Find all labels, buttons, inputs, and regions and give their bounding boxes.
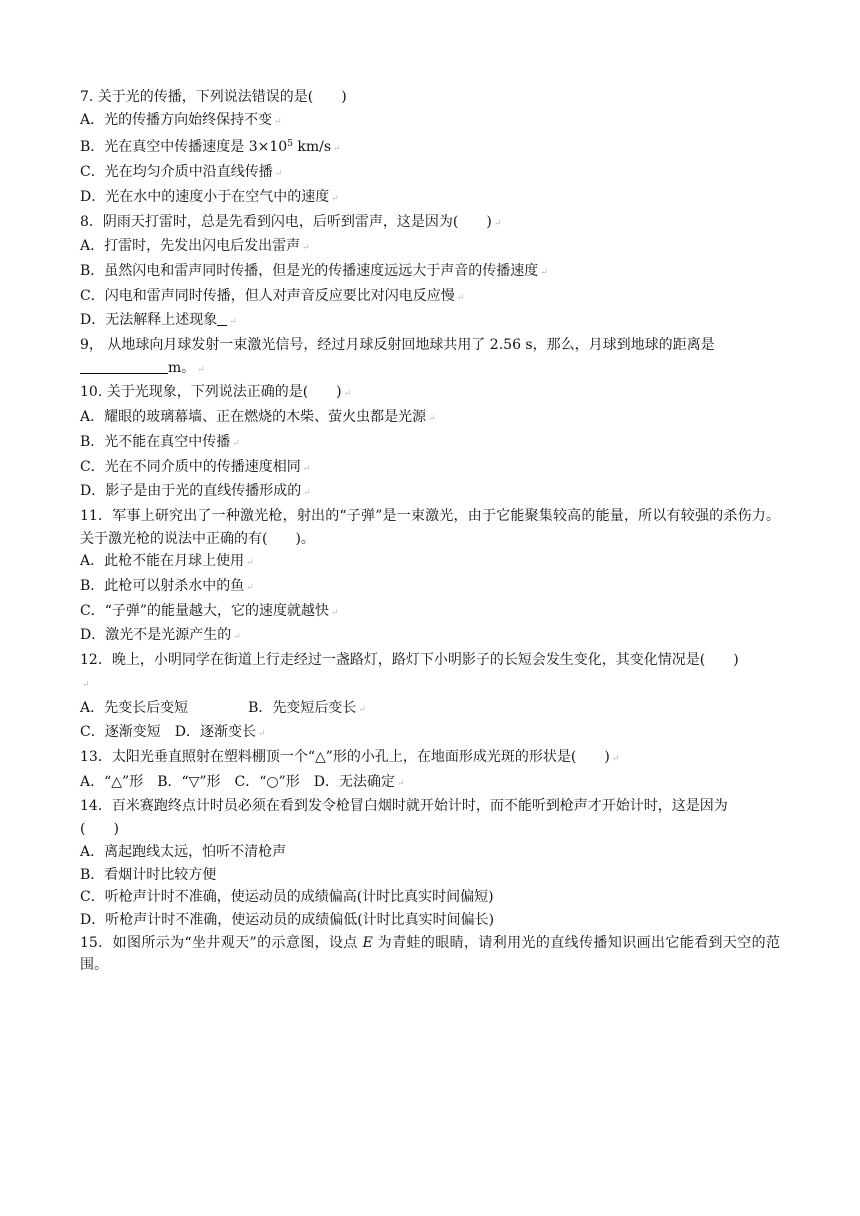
- q8-stem: [80, 211, 780, 236]
- paragraph-mark-icon: ↵: [333, 144, 341, 155]
- q12-option-d-text: D．逐渐变长: [174, 724, 256, 741]
- paragraph-mark-icon: ↵: [246, 558, 254, 569]
- q12-paragraph-mark: [80, 672, 780, 697]
- q14-option-d: D．听枪声计时不准确，使运动员的成绩偏低(计时比真实时间偏长): [80, 911, 495, 928]
- q7-stem: 7. 关于光的传播，下列说法错误的是( ): [80, 89, 347, 105]
- paragraph-mark-icon: ↵: [358, 704, 366, 715]
- q14-stem: 14．百米赛跑终点计时员必须在看到发令枪冒白烟时就开始计时，而不能听到枪声才开始计时，这是因为: [80, 798, 728, 815]
- q10-option-d-text: D．影子是由于光的直线传播形成的: [80, 483, 302, 500]
- paragraph-mark-icon: ↵: [397, 778, 405, 789]
- q10-stem-text: 10. 关于光现象，下列说法正确的是( ): [80, 384, 342, 401]
- q7-option-b-exponent: 5: [287, 139, 293, 150]
- q13-stem: [80, 746, 780, 771]
- q7-option-a: [80, 109, 780, 134]
- q8-option-a: [80, 235, 780, 260]
- q9-answer-line: [80, 357, 780, 382]
- paragraph-mark-icon: ↵: [302, 463, 311, 474]
- paragraph-mark-icon: ↵: [303, 488, 311, 499]
- q12-option-b-text: B．先变短后变长: [248, 699, 357, 716]
- paragraph-mark-icon: ↵: [343, 389, 352, 400]
- q12-stem: 12．晚上，小明同学在街道上行走经过一盏路灯，路灯下小明影子的长短会发生变化，其变化情况是( ): [80, 652, 739, 669]
- q11-option-c-text: C．“子弹”的能量越大，它的速度就越快: [80, 602, 330, 619]
- q7-option-b-unit: km/s: [292, 139, 332, 156]
- q15-point-label: E: [362, 934, 373, 951]
- paragraph-mark-icon: ↵: [232, 438, 240, 449]
- q9-unit: m。: [168, 359, 196, 376]
- q13-options: [80, 771, 780, 796]
- paragraph-mark-icon: ↵: [274, 116, 282, 127]
- q7-option-d-text: D．光在水中的速度小于在空气中的速度: [80, 188, 330, 205]
- q14-option-c: C．听枪声计时不准确，使运动员的成绩偏高(计时比真实时间偏短): [80, 889, 494, 906]
- q10-option-b-text: B．光不能在真空中传播: [80, 433, 231, 450]
- q10-option-c: [80, 456, 780, 481]
- paragraph-mark-icon: ↵: [257, 729, 266, 740]
- q14-option-b: B．看烟计时比较方便: [80, 866, 217, 883]
- q7-option-b-text: B．光在真空中传播速度是 3×10: [80, 139, 288, 156]
- q11-option-a: [80, 550, 780, 575]
- paragraph-mark-icon: ↵: [274, 169, 283, 180]
- exam-page: [80, 86, 780, 977]
- q12-option-c-text: C．逐渐变短: [80, 724, 161, 741]
- q10-stem: [80, 381, 780, 406]
- paragraph-mark-icon: ↵: [302, 243, 310, 254]
- answer-blank: [80, 359, 168, 374]
- q14-paren: ( ): [80, 821, 119, 838]
- q9-stem: 9， 从地球向月球发射一束激光信号，经过月球反射回地球共用了 2.56 s，那么，月球到地球的距离是: [80, 337, 715, 354]
- q13-options-text: A．“△”形 B．“▽”形 C．“○”形 D．无法确定: [80, 773, 396, 790]
- paragraph-mark-icon: ↵: [331, 607, 339, 618]
- q13-stem-text: 13．太阳光垂直照射在塑料棚顶一个“△”形的小孔上，在地面形成光斑的形状是( ): [80, 748, 610, 765]
- q8-stem-text: 8．阴雨天打雷时，总是先看到闪电，后听到雷声，这是因为( ): [80, 213, 492, 230]
- q12-options-cd: [80, 721, 780, 746]
- q8-option-d-text: D．无法解释上述现象: [80, 312, 218, 329]
- q7-option-c-text: C．光在均匀介质中沿直线传播: [80, 164, 273, 181]
- q11-stem: 11．军事上研究出了一种激光枪，射出的“子弹”是一束激光，由于它能聚集较高的能量，所以有较强的杀伤力。关于激光枪的说法中正确的有( )。: [80, 507, 780, 547]
- q11-option-a-text: A．此枪不能在月球上使用: [80, 553, 245, 570]
- q11-option-d: [80, 624, 780, 649]
- q11-option-d-text: D．激光不是光源产生的: [80, 627, 232, 644]
- q7-option-b: [80, 133, 780, 161]
- q15-stem-text-2: 为青蛙的眼睛，请利用光的直线传播知识画出它能看到天空的范围。: [80, 934, 781, 974]
- q8-option-b-text: B．虽然闪电和雷声同时传播，但是光的传播速度远远大于声音的传播速度: [80, 262, 539, 279]
- paragraph-mark-icon: ↵: [456, 292, 465, 303]
- q8-option-d: [80, 309, 780, 334]
- q10-option-b: [80, 431, 780, 456]
- q7-option-d: [80, 186, 780, 211]
- q10-option-d: [80, 480, 780, 505]
- q10-option-c-text: C．光在不同介质中的传播速度相同: [80, 458, 301, 475]
- q8-option-b: [80, 260, 780, 285]
- q15-stem-text: 15．如图所示为“坐井观天”的示意图，设点: [80, 934, 358, 951]
- paragraph-mark-icon: ↵: [428, 414, 436, 425]
- q8-option-a-text: A．打雷时，先发出闪电后发出雷声: [80, 238, 301, 255]
- paragraph-mark-icon: ↵: [331, 193, 339, 204]
- paragraph-mark-icon: ↵: [493, 218, 502, 229]
- paragraph-mark-icon: ↵: [197, 364, 205, 375]
- answer-blank: [217, 311, 227, 326]
- q8-option-c-text: C．闪电和雷声同时传播，但人对声音反应要比对闪电反应慢: [80, 287, 455, 304]
- paragraph-mark-icon: ↵: [233, 632, 241, 643]
- q12-options-ab: [80, 697, 780, 722]
- paragraph-mark-icon: ↵: [246, 583, 254, 594]
- q7-option-a-text: A．光的传播方向始终保持不变: [80, 111, 273, 128]
- paragraph-mark-icon: ↵: [611, 753, 620, 764]
- q11-option-b-text: B．此枪可以射杀水中的鱼: [80, 578, 245, 595]
- q12-option-a-text: A．先变长后变短: [80, 699, 189, 716]
- q7-option-c: [80, 161, 780, 186]
- q11-option-b: [80, 575, 780, 600]
- q10-option-a: [80, 406, 780, 431]
- q15-stem: [80, 932, 780, 977]
- q10-option-a-text: A．耀眼的玻璃幕墙、正在燃烧的木柴、萤火虫都是光源: [80, 409, 427, 426]
- paragraph-mark-icon: ↵: [540, 267, 548, 278]
- paragraph-mark-icon: ↵: [229, 317, 237, 328]
- q14-option-a: A．离起跑线太远，怕听不清枪声: [80, 843, 287, 860]
- paragraph-mark-icon: ↵: [82, 679, 90, 690]
- q11-option-c: [80, 600, 780, 625]
- q8-option-c: [80, 285, 780, 310]
